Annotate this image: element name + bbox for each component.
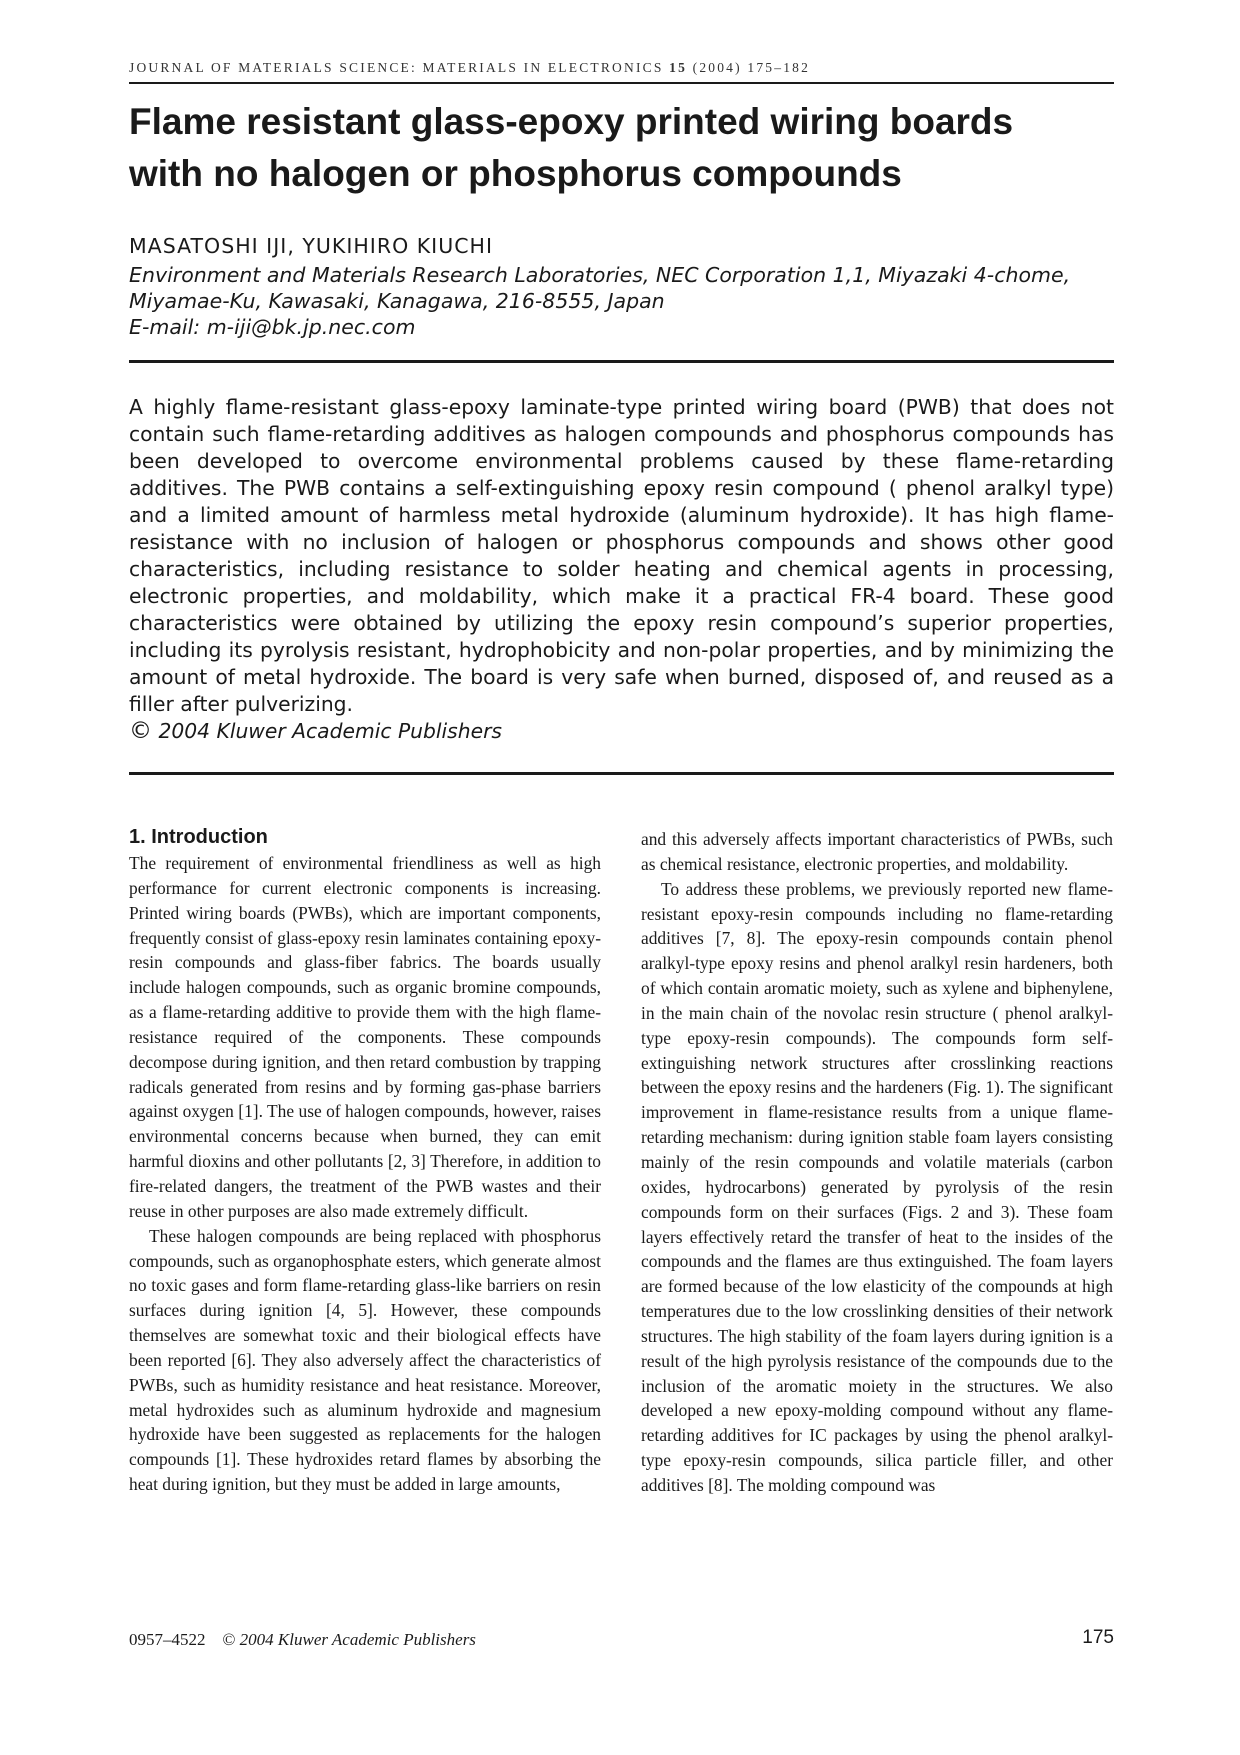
paragraph: To address these problems, we previously reported new flame-resistant epoxy-resin compounds including no flame-retarding additives [7, 8]. The epoxy-resin compounds contain phenol aralkyl-type epoxy resins and phenol aralkyl resin hardeners, both of which contain aromatic moiety, such as xylene and biphenylene, in the main chain of the novolac resin structure ( phenol aralkyl-type epoxy-resin compounds). The compounds form self-extinguishing network structures after crosslinking reactions between the epoxy resins and the hardeners (Fig. 1). The significant improvement in flame-resistance results from a unique flame-retarding mechanism: during ignition stable foam layers consisting mainly of the resin compounds and volatile materials (carbon oxides, hydrocarbons) generated by pyrolysis of the resin compounds form on their surfaces (Figs. 2 and 3). These foam layers effectively retard the transfer of heat to the insides of the compounds and the flames are thus extinguished. The foam layers are formed because of the low elasticity of the compounds at high temperatures due to the low crosslinking densities of their network structures. The high stability of the foam layers during ignition is a result of the high pyrolysis resistance of the compounds due to the inclusion of the aromatic moiety in the structures. We also developed a new epoxy-molding compound without any flame-retarding additives for IC packages by using the phenol aralkyl-type epoxy-resin compounds, silica particle filler, and other additives [8]. The molding compound was bbox=[641, 878, 1113, 1495]
issn: 0957–4522 bbox=[129, 1630, 206, 1649]
abstract-copyright bbox=[129, 718, 1114, 745]
paragraph: The requirement of environmental friendliness as well as high performance for current electronic components is increasing. Printed wiring boards (PWBs), which are important components, frequently consist of glass-epoxy resin laminates containing epoxy-resin compounds and glass-fiber fabrics. The boards usually include halogen compounds, such as organic bromine compounds, as a flame-retarding additive to provide them with the high flame-resistance required of the components. These compounds decompose during ignition, and then retard combustion by trapping radicals generated from resins and by forming gas-phase barriers against oxygen [1]. The use of halogen compounds, however, raises environmental concerns because when burned, they can emit harmful dioxins and other pollutants [2, 3] Therefore, in addition to fire-related dangers, the treatment of the PWB wastes and their reuse in other purposes are also made extremely difficult. bbox=[129, 853, 601, 1221]
right-column bbox=[641, 827, 1113, 1498]
section-heading: 1. Introduction bbox=[129, 826, 268, 848]
running-head bbox=[129, 60, 1114, 76]
paragraph: and this adversely affects important characteristics of PWBs, such as chemical resistance, electronic properties, and moldability. bbox=[641, 829, 1113, 874]
abstract-bottom-rule bbox=[129, 772, 1114, 775]
journal-name: JOURNAL OF MATERIALS SCIENCE: MATERIALS IN ELECTRONICS bbox=[129, 60, 664, 75]
copyright-text: 2004 Kluwer Academic Publishers bbox=[158, 719, 502, 743]
paper-page bbox=[129, 0, 1114, 1755]
abstract bbox=[129, 394, 1114, 745]
abstract-text: A highly flame-resistant glass-epoxy laminate-type printed wiring board (PWB) that does not contain such flame-retarding additives as halogen compounds and phosphorus compounds has been developed to overcome environmental problems caused by these flame-retarding additives. The PWB contains a self-extinguishing epoxy resin compound ( phenol aralkyl type) and a limited amount of harmless metal hydroxide (aluminum hydroxide). It has high flame-resistance with no inclusion of halogen or phosphorus compounds and shows other good characteristics, including resistance to solder heating and chemical agents in processing, electronic properties, and moldability, which make it a practical FR-4 board. These good characteristics were obtained by utilizing the epoxy resin compound’s superior properties, including its pyrolysis resistant, hydrophobicity and non-polar properties, and by minimizing the amount of metal hydroxide. The board is very safe when burned, disposed of, and reused as a filler after pulverizing. bbox=[129, 395, 1114, 716]
journal-year-pages: (2004) 175–182 bbox=[692, 60, 811, 75]
author-list: MASATOSHI IJI, YUKIHIRO KIUCHI bbox=[129, 234, 493, 258]
email: E-mail: m-iji@bk.jp.nec.com bbox=[129, 315, 416, 339]
title-line: Flame resistant glass-epoxy printed wiring boards bbox=[129, 101, 1014, 142]
affiliation-line: Miyamae-Ku, Kawasaki, Kanagawa, 216-8555, Japan bbox=[129, 289, 665, 313]
title-line: with no halogen or phosphorus compounds bbox=[129, 153, 902, 194]
journal-volume: 15 bbox=[669, 60, 688, 75]
affiliation-line: Environment and Materials Research Laboratories, NEC Corporation 1,1, Miyazaki 4-chome, bbox=[129, 263, 1071, 287]
publisher: 2004 Kluwer Academic Publishers bbox=[239, 1630, 476, 1649]
left-column bbox=[129, 824, 601, 1497]
copyright-symbol: © bbox=[222, 1630, 236, 1649]
header-rule bbox=[129, 82, 1114, 84]
copyright-symbol: © bbox=[129, 718, 152, 744]
paper-title bbox=[129, 96, 1114, 200]
page-number: 175 bbox=[1082, 1627, 1114, 1648]
abstract-top-rule bbox=[129, 360, 1114, 363]
footer-left bbox=[129, 1630, 476, 1650]
affiliation bbox=[129, 262, 1114, 340]
paragraph: These halogen compounds are being replaced with phosphorus compounds, such as organophosphate esters, which generate almost no toxic gases and form flame-retarding glass-like barriers on resin surfaces during ignition [4, 5]. However, these compounds themselves are somewhat toxic and their biological effects have been reported [6]. They also adversely affect the characteristics of PWBs, such as humidity resistance and heat resistance. Moreover, metal hydroxides such as aluminum hydroxide and magnesium hydroxide have been suggested as replacements for the halogen compounds [1]. These hydroxides retard flames by absorbing the heat during ignition, but they must be added in large amounts, bbox=[129, 1225, 601, 1495]
